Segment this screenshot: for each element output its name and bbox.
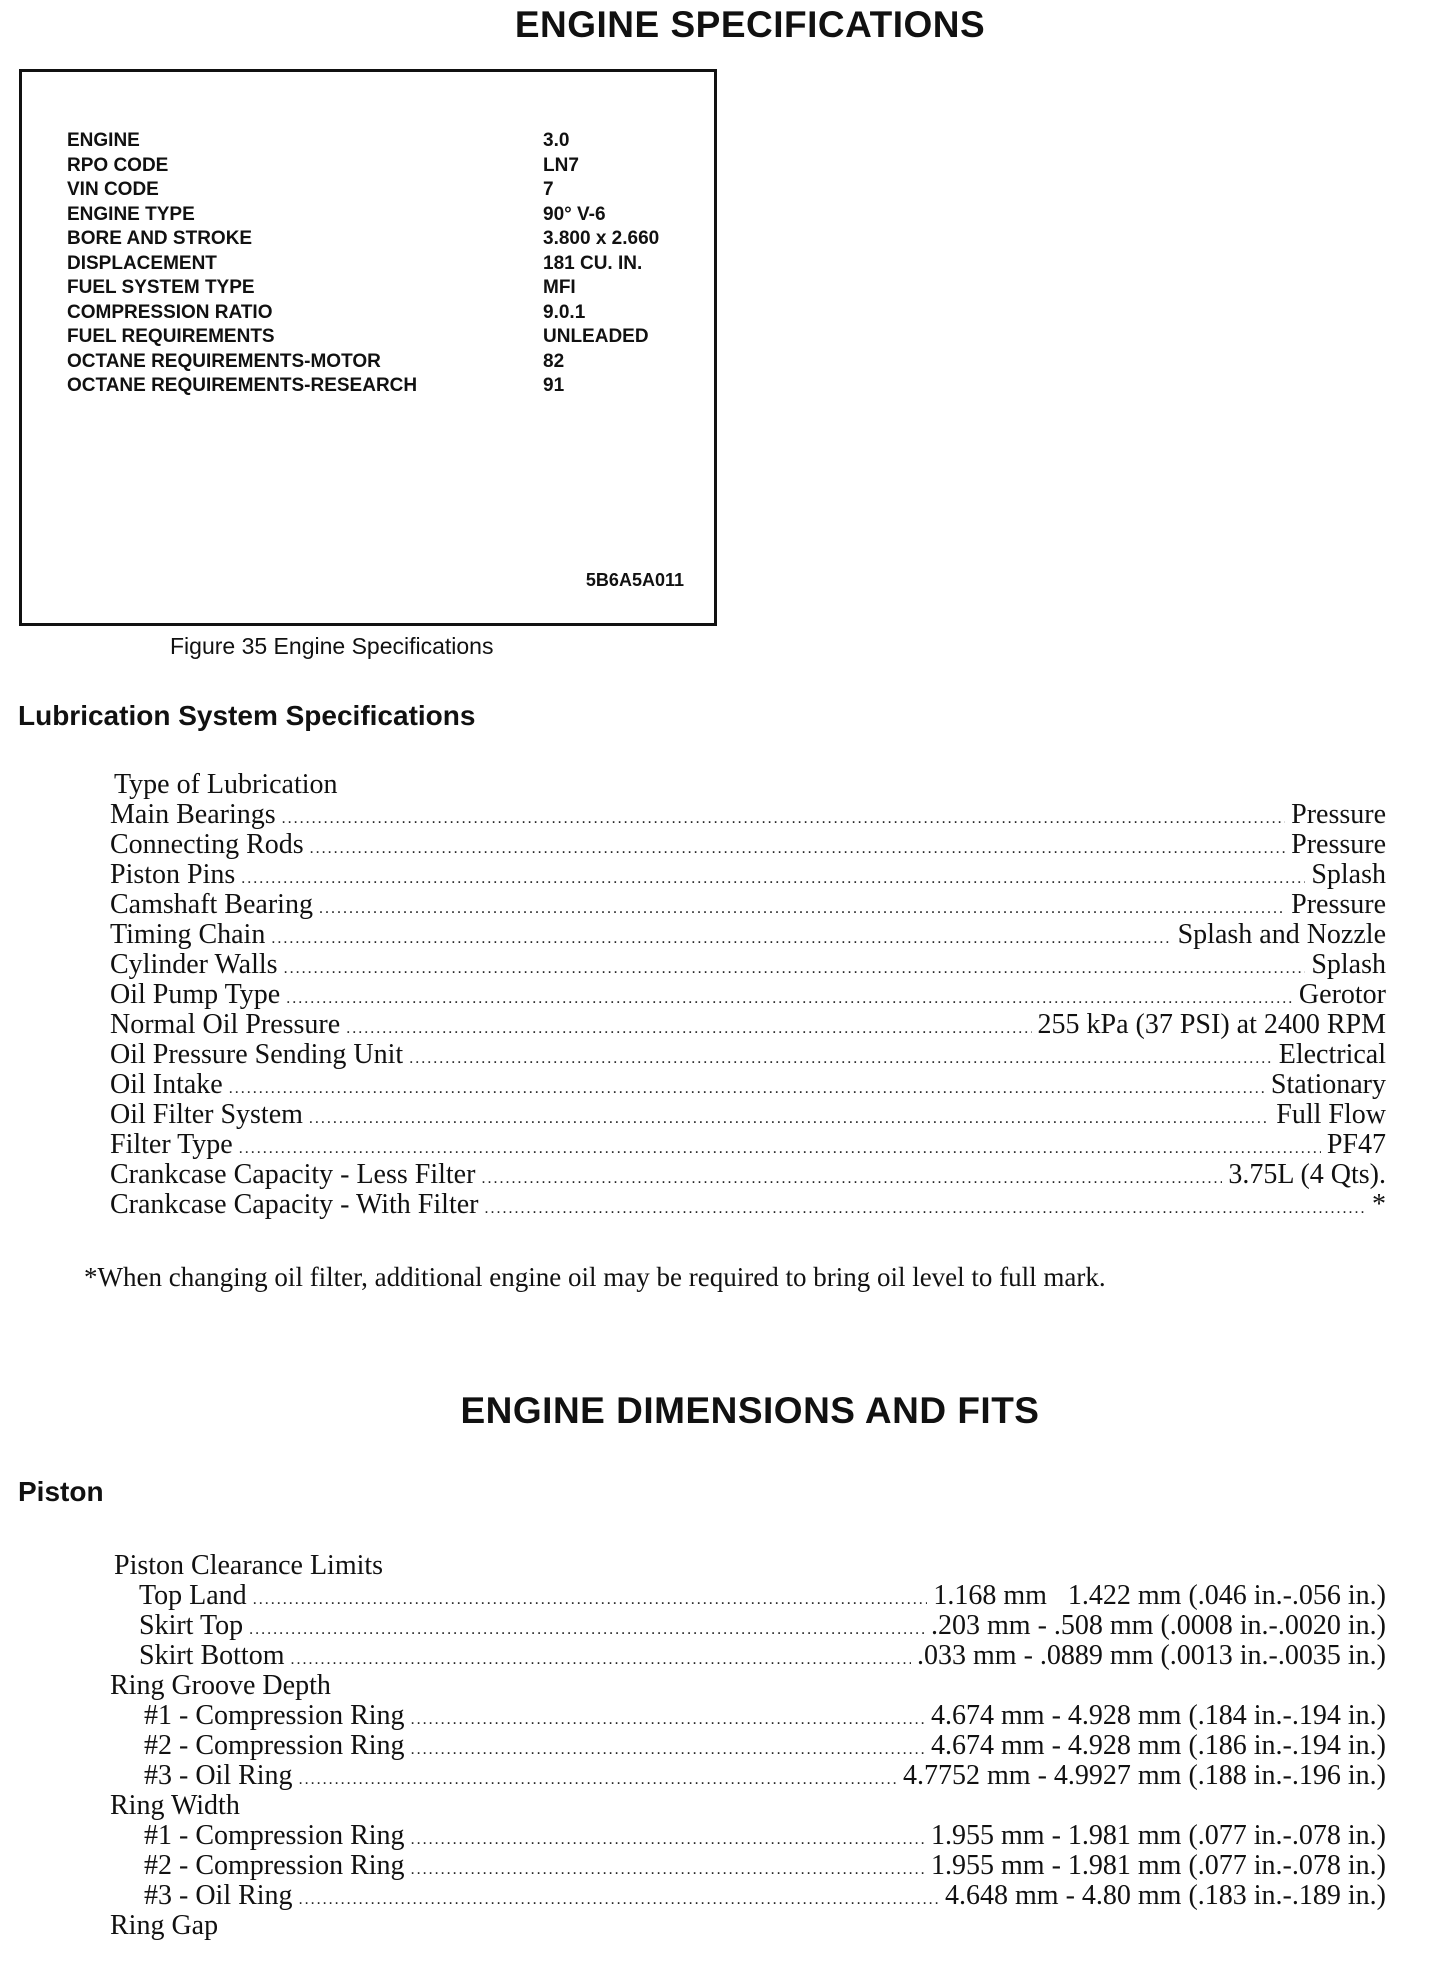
spec-row bbox=[110, 980, 1386, 1010]
spec-row bbox=[110, 1851, 1386, 1881]
figure-label: COMPRESSION RATIO bbox=[67, 301, 273, 323]
spec-value: 1.955 mm - 1.981 mm (.077 in.-.078 in.) bbox=[931, 1850, 1386, 1881]
figure-label: DISPLACEMENT bbox=[67, 252, 217, 274]
spec-value: Stationary bbox=[1270, 1069, 1386, 1100]
spec-value: .203 mm - .508 mm (.0008 in.-.0020 in.) bbox=[931, 1610, 1386, 1641]
spec-row bbox=[110, 1701, 1386, 1731]
subheading-label: Piston Clearance Limits bbox=[114, 1550, 384, 1581]
spec-value: Pressure bbox=[1291, 799, 1386, 830]
spec-label: #2 - Compression Ring bbox=[144, 1850, 405, 1881]
figure-value: 91 bbox=[543, 375, 565, 396]
spec-label: Piston Pins bbox=[110, 859, 236, 890]
figure-label: FUEL SYSTEM TYPE bbox=[67, 277, 255, 298]
spec-label: Crankcase Capacity - Less Filter bbox=[110, 1159, 476, 1190]
spec-row bbox=[110, 1100, 1386, 1130]
dot-leader bbox=[409, 1044, 1273, 1074]
spec-label: Skirt Top bbox=[139, 1610, 244, 1641]
dot-leader bbox=[309, 1104, 1270, 1134]
spec-value: 255 kPa (37 PSI) at 2400 RPM bbox=[1037, 1009, 1386, 1040]
figure-label: VIN CODE bbox=[67, 179, 159, 200]
spec-value: Pressure bbox=[1291, 829, 1386, 860]
dot-leader bbox=[253, 1585, 928, 1615]
spec-label: Oil Intake bbox=[110, 1069, 223, 1100]
dot-leader bbox=[290, 1645, 911, 1675]
figure-label: FUEL REQUIREMENTS bbox=[67, 326, 275, 347]
figure-label: BORE AND STROKE bbox=[67, 228, 253, 249]
figure-value: UNLEADED bbox=[543, 326, 649, 347]
figure-value: 90° V-6 bbox=[543, 203, 606, 225]
spec-value: 4.674 mm - 4.928 mm (.184 in.-.194 in.) bbox=[931, 1700, 1386, 1731]
oil-filter-footnote: *When changing oil filter, additional engine oil may be required to bring oil level to full mark. bbox=[84, 1262, 1106, 1292]
spec-label: Connecting Rods bbox=[110, 829, 304, 860]
spec-value: * bbox=[1372, 1189, 1386, 1220]
spec-row bbox=[110, 1010, 1386, 1040]
engine-specifications-title: ENGINE SPECIFICATIONS bbox=[514, 4, 986, 45]
spec-value: Electrical bbox=[1278, 1039, 1386, 1070]
figure-label: OCTANE REQUIREMENTS-RESEARCH bbox=[67, 375, 418, 396]
spec-label: Cylinder Walls bbox=[110, 949, 278, 980]
spec-row bbox=[110, 800, 1386, 830]
spec-row bbox=[110, 1040, 1386, 1070]
spec-row bbox=[110, 950, 1386, 980]
spec-row bbox=[110, 1641, 1386, 1671]
figure-value: 3.0 bbox=[543, 130, 570, 151]
spec-row bbox=[110, 890, 1386, 920]
gap-subheading bbox=[110, 1911, 1386, 1941]
dot-leader bbox=[299, 1765, 897, 1795]
spec-row bbox=[110, 830, 1386, 860]
spec-label: Timing Chain bbox=[110, 919, 266, 950]
spec-value: 4.674 mm - 4.928 mm (.186 in.-.194 in.) bbox=[931, 1730, 1386, 1761]
lubrication-type-heading bbox=[110, 770, 1386, 800]
spec-label: #2 - Compression Ring bbox=[144, 1730, 405, 1761]
dot-leader bbox=[481, 1164, 1222, 1194]
figure-value: 181 CU. IN. bbox=[543, 252, 643, 274]
spec-value: Pressure bbox=[1291, 889, 1386, 920]
spec-row bbox=[110, 1190, 1386, 1220]
figure-value: MFI bbox=[543, 277, 576, 298]
spec-value: Splash and Nozzle bbox=[1177, 919, 1386, 950]
dot-leader bbox=[282, 804, 1285, 834]
spec-value: 4.648 mm - 4.80 mm (.183 in.-.189 in.) bbox=[945, 1880, 1386, 1911]
spec-value: .033 mm - .0889 mm (.0013 in.-.0035 in.) bbox=[917, 1640, 1386, 1671]
figure-caption: Figure 35 Engine Specifications bbox=[170, 633, 494, 659]
dot-leader bbox=[299, 1885, 939, 1915]
figure-label: OCTANE REQUIREMENTS-MOTOR bbox=[67, 350, 381, 372]
dot-leader bbox=[484, 1194, 1366, 1224]
spec-row bbox=[110, 1731, 1386, 1761]
dot-leader bbox=[284, 954, 1306, 984]
dot-leader bbox=[271, 924, 1171, 954]
dot-leader bbox=[249, 1615, 925, 1645]
spec-row bbox=[110, 1821, 1386, 1851]
lubrication-spec-list bbox=[110, 770, 1386, 1220]
figure-value: 7 bbox=[543, 179, 554, 200]
engine-dimensions-title: ENGINE DIMENSIONS AND FITS bbox=[460, 1390, 1040, 1431]
figure-value: 3.800 x 2.660 bbox=[543, 228, 660, 249]
groove-subheading bbox=[110, 1671, 1386, 1701]
dot-leader bbox=[411, 1855, 925, 1885]
spec-value: Gerotor bbox=[1298, 979, 1386, 1010]
dot-leader bbox=[411, 1825, 925, 1855]
figure-code: 5B6A5A011 bbox=[585, 570, 684, 590]
spec-label: #1 - Compression Ring bbox=[144, 1700, 405, 1731]
spec-label: #3 - Oil Ring bbox=[144, 1760, 293, 1791]
figure-label: RPO CODE bbox=[67, 154, 169, 176]
spec-label: Camshaft Bearing bbox=[110, 889, 313, 920]
clearance-subheading bbox=[110, 1551, 1386, 1581]
spec-label: Oil Pressure Sending Unit bbox=[110, 1039, 404, 1070]
dot-leader bbox=[319, 894, 1285, 924]
engine-specifications-figure bbox=[19, 69, 717, 626]
figure-value: 82 bbox=[543, 350, 565, 372]
spec-label: Main Bearings bbox=[110, 799, 276, 830]
spec-row bbox=[110, 1070, 1386, 1100]
spec-value: 1.955 mm - 1.981 mm (.077 in.-.078 in.) bbox=[931, 1820, 1386, 1851]
spec-value: 3.75L (4 Qts). bbox=[1228, 1159, 1386, 1190]
piston-heading: Piston bbox=[18, 1476, 104, 1507]
spec-row bbox=[110, 1761, 1386, 1791]
figure-value: LN7 bbox=[543, 154, 579, 176]
width-subheading bbox=[110, 1791, 1386, 1821]
dot-leader bbox=[346, 1014, 1031, 1044]
dot-leader bbox=[310, 834, 1285, 864]
subheading-label: Ring Groove Depth bbox=[110, 1670, 331, 1701]
subheading-label: Type of Lubrication bbox=[114, 769, 338, 800]
figure-value: 9.0.1 bbox=[543, 301, 586, 323]
spec-value: Splash bbox=[1311, 859, 1386, 890]
spec-value: 4.7752 mm - 4.9927 mm (.188 in.-.196 in.) bbox=[903, 1760, 1386, 1791]
dot-leader bbox=[241, 864, 1305, 894]
spec-row bbox=[110, 1611, 1386, 1641]
spec-label: Skirt Bottom bbox=[139, 1640, 285, 1671]
figure-label: ENGINE TYPE bbox=[67, 203, 195, 225]
subheading-label: Ring Gap bbox=[110, 1910, 219, 1941]
spec-value: PF47 bbox=[1326, 1129, 1386, 1160]
spec-row bbox=[110, 1130, 1386, 1160]
spec-value: Splash bbox=[1311, 949, 1386, 980]
spec-row bbox=[110, 860, 1386, 890]
spec-label: #1 - Compression Ring bbox=[144, 1820, 405, 1851]
spec-label: Crankcase Capacity - With Filter bbox=[110, 1189, 479, 1220]
piston-spec-list bbox=[110, 1551, 1386, 1941]
dot-leader bbox=[411, 1705, 925, 1735]
spec-value: 1.168 mm 1.422 mm (.046 in.-.056 in.) bbox=[933, 1580, 1386, 1611]
dot-leader bbox=[411, 1735, 925, 1765]
dot-leader bbox=[229, 1074, 1265, 1104]
lubrication-heading: Lubrication System Specifications bbox=[18, 700, 476, 731]
spec-label: Oil Pump Type bbox=[110, 979, 281, 1010]
spec-row bbox=[110, 1581, 1386, 1611]
spec-row bbox=[110, 920, 1386, 950]
spec-label: Top Land bbox=[139, 1580, 247, 1611]
spec-label: #3 - Oil Ring bbox=[144, 1880, 293, 1911]
subheading-label: Ring Width bbox=[110, 1790, 240, 1821]
spec-label: Normal Oil Pressure bbox=[110, 1009, 341, 1040]
spec-row bbox=[110, 1160, 1386, 1190]
spec-label: Oil Filter System bbox=[110, 1099, 303, 1130]
spec-row bbox=[110, 1881, 1386, 1911]
spec-value: Full Flow bbox=[1276, 1099, 1386, 1130]
figure-label: ENGINE bbox=[67, 130, 140, 151]
spec-label: Filter Type bbox=[110, 1129, 233, 1160]
